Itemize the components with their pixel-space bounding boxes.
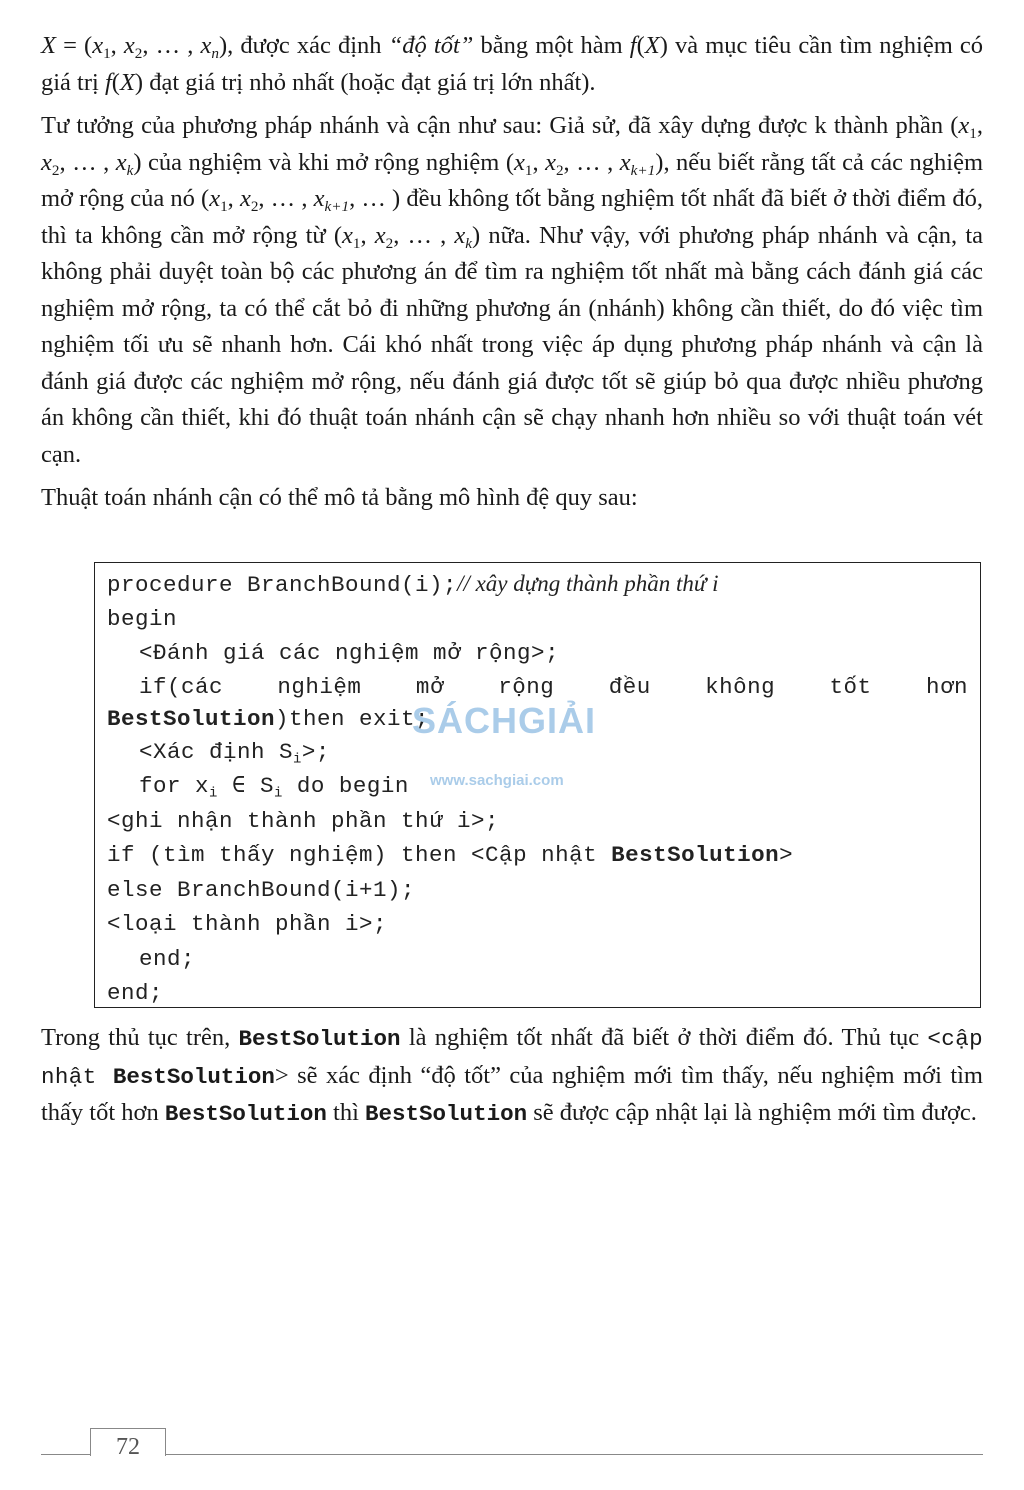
code-line-7: for $x_i$ ∈ $S_i$ do begin — [139, 773, 409, 802]
code-line-3: <Đánh giá các nghiệm mở rộng>; — [139, 640, 560, 666]
code-line-4: if(các nghiệm mở rộng đều không tốt hơn — [139, 673, 968, 700]
code-line-5: BestSolution)then exit; — [107, 705, 430, 732]
code-line-1: procedure BranchBound(i);// xây dựng thành phần thứ i — [107, 571, 719, 598]
page-content-lower — [41, 1020, 983, 1140]
code-line-8: <ghi nhận thành phần thứ i>; — [107, 807, 500, 834]
paragraph-1: $X = (x_1$, $x_2$, … , $x_n$), được xác định “độ tốt” bằng một hàm f(X) và mục tiêu cần tìm nghiệm có giá trị f(X) đạt giá trị nhỏ nhất (hoặc đạt giá trị lớn nhất). — [41, 32, 984, 96]
watermark-url: www.sachgiai.com — [430, 772, 564, 789]
page-number-box — [90, 1428, 166, 1460]
code-line-13: end; — [107, 980, 164, 1006]
code-line-2: begin — [107, 605, 178, 632]
footer-rule — [41, 1454, 983, 1455]
paragraph-2: Tư tưởng của phương pháp nhánh và cận như sau: Giả sử, đã xây dựng được k thành phần ($x_1$, $x_2$, … , $x_k$) của nghiệm và khi mở rộng nghiệm ($x_1$, $x_2$, … , $x_{k+1}$), nếu biết rằng tất cả các nghiệm mở rộng của nó ($x_1$, $x_2$, … , $x_{k+1}$, … ) đều không tốt bằng nghiệm tốt nhất đã biết ở thời điểm đó, thì ta không cần mở rộng từ ($x_1$, $x_2$, … , $x_k$) nữa. Như vậy, với phương pháp nhánh và cận, ta không phải duyệt toàn bộ các phương án để tìm ra nghiệm tốt nhất mà bằng cách đánh giá các nghiệm mở rộng, ta có thể cắt bỏ đi những phương án (nhánh) không cần thiết, do đó việc tìm nghiệm tối ưu sẽ nhanh hơn. Cái khó nhất trong việc áp dụng phương pháp nhánh và cận là đánh giá được các nghiệm mở rộng, nếu đánh giá được tốt sẽ giúp bỏ qua được nhiều phương án không cần thiết, khi đó thuật toán nhánh cận sẽ chạy nhanh hơn nhiều so với thuật toán vét cạn. — [41, 112, 984, 468]
paragraph-3: Thuật toán nhánh cận có thể mô tả bằng mô hình đệ quy sau: — [41, 484, 638, 511]
code-line-11: <loại thành phần i>; — [107, 911, 388, 937]
code-line-10: else BranchBound(i+1); — [107, 876, 416, 903]
watermark-logo: SÁCHGIẢI — [412, 700, 597, 741]
paragraph-4: Trong thủ tục trên, BestSolution là nghiệm tốt nhất đã biết ở thời điểm đó. Thủ tục <cập nhật BestSolution> sẽ xác định “độ tốt” của nghiệm mới tìm thấy, nếu nghiệm mới tìm thấy tốt hơn BestSolution thì BestSolution sẽ được cập nhật lại là nghiệm mới tìm được. — [41, 1024, 984, 1127]
code-line-6: <Xác định $S_i>$; — [139, 738, 330, 767]
code-block — [94, 562, 981, 1008]
page-content — [41, 28, 983, 524]
code-line-12: end; — [139, 945, 196, 972]
code-line-9: if (tìm thấy nghiệm) then <Cập nhật BestSolution> — [107, 842, 794, 868]
page-number: 72 — [116, 1434, 140, 1460]
